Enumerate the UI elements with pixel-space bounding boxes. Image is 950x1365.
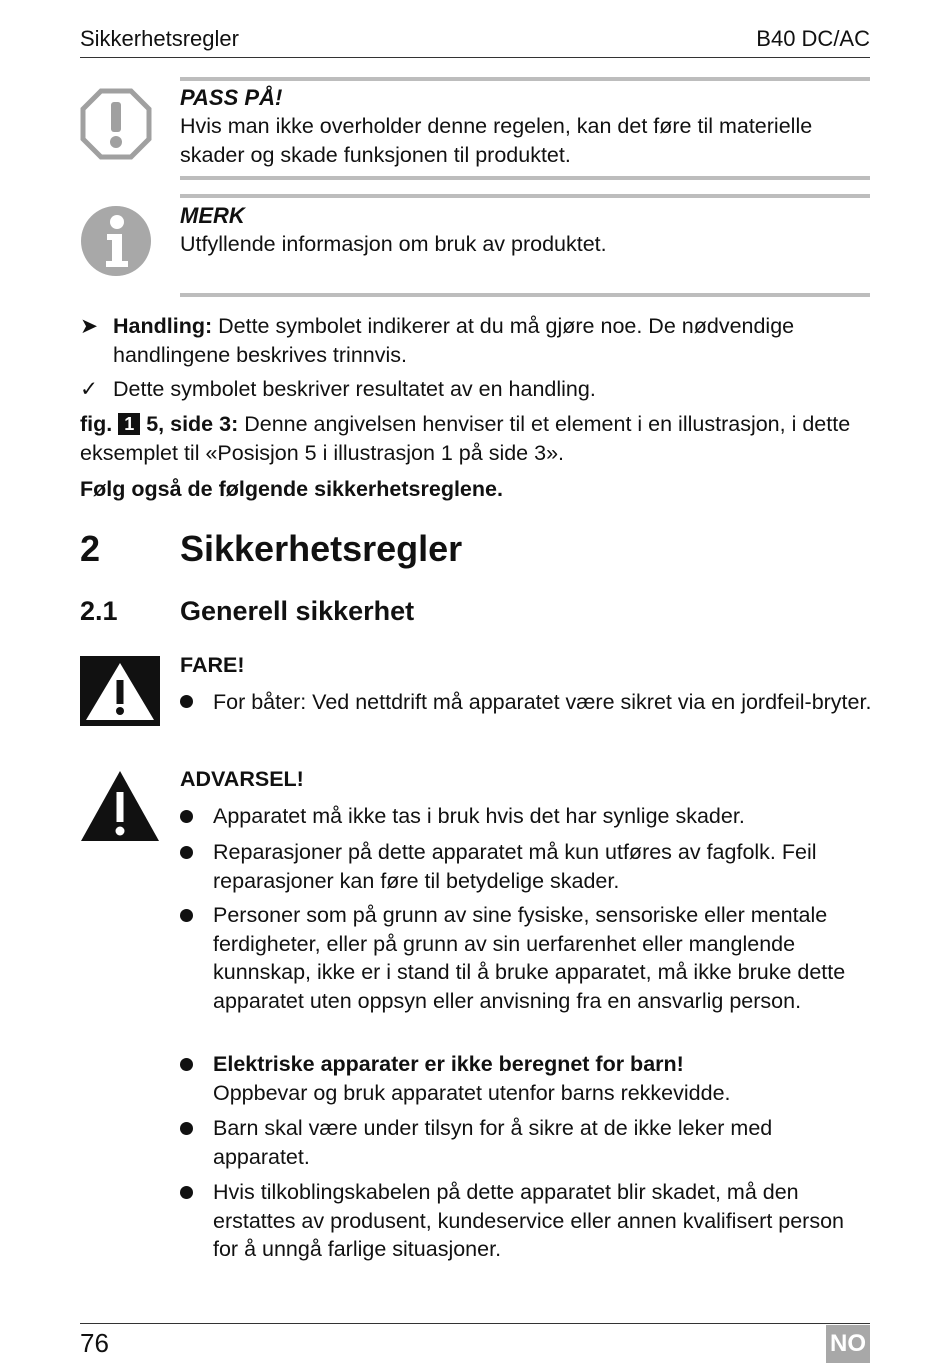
running-header-model: B40 DC/AC — [756, 26, 870, 51]
running-header-title: Sikkerhetsregler — [80, 26, 239, 51]
caution-note-title: PASS PÅ! — [180, 85, 283, 110]
bullet-icon — [180, 909, 193, 922]
bullet-icon — [180, 846, 193, 859]
action-arrow-icon: ➤ — [80, 314, 99, 338]
header-divider — [80, 57, 870, 58]
info-note-title: MERK — [180, 203, 245, 228]
info-note-text: Utfyllende informasjon om bruk av produktet. — [180, 232, 607, 256]
warning-triangle-icon — [80, 770, 160, 842]
danger-item: For båter: Ved nettdrift må apparatet være sikret via en jordfeil-bryter. — [213, 690, 872, 714]
warning-item-bold: Elektriske apparater er ikke beregnet for barn! — [213, 1052, 684, 1076]
caution-note-text: Hvis man ikke overholder denne regelen, kan det føre til materielle skader og skade funksjonen til produktet. — [180, 114, 813, 167]
subsection-title: Generell sikkerhet — [180, 596, 415, 626]
action-label: Handling: — [113, 314, 213, 338]
section-title: Sikkerhetsregler — [180, 528, 463, 569]
section-number: 2 — [80, 528, 101, 569]
note-divider — [180, 77, 870, 81]
result-description: Dette symbolet beskriver resultatet av en handling. — [113, 377, 596, 401]
language-badge: NO — [826, 1325, 870, 1363]
bullet-icon — [180, 1122, 193, 1135]
note-divider — [180, 293, 870, 297]
footer-divider — [80, 1323, 870, 1324]
page-number: 76 — [80, 1328, 109, 1358]
follow-instruction: Følg også de følgende sikkerhetsreglene. — [80, 477, 503, 501]
subsection-number: 2.1 — [80, 596, 118, 626]
warning-title: ADVARSEL! — [180, 767, 304, 791]
warning-item: Reparasjoner på dette apparatet må kun utføres av fagfolk. Feil reparasjoner kan føre til betydelige skader. — [213, 840, 817, 893]
caution-octagon-icon — [80, 88, 152, 160]
fig-suffix: 5, side 3: — [146, 412, 239, 436]
warning-item — [213, 1050, 873, 1107]
note-divider — [180, 176, 870, 180]
bullet-icon — [180, 695, 193, 708]
fig-text: Denne angivelsen henviser til et element i en illustrasjon, i dette eksemplet til «Posisjon 5 i illustrasjon 1 på side 3». — [80, 412, 851, 465]
note-divider — [180, 194, 870, 198]
checkmark-icon: ✓ — [80, 377, 99, 401]
fig-prefix: fig. — [80, 412, 113, 436]
warning-item: Personer som på grunn av sine fysiske, sensoriske eller mentale ferdigheter, eller på grunn av sin uerfarenhet eller manglende kunnskap, ikke er i stand til å bruke apparatet, må ikke bruke dette apparatet uten oppsyn eller anvisning fra en ansvarlig person. — [213, 903, 846, 1013]
danger-title: FARE! — [180, 653, 245, 677]
danger-warning-icon — [80, 656, 160, 726]
warning-item: Barn skal være under tilsyn for å sikre at de ikke leker med apparatet. — [213, 1116, 773, 1169]
fig-number-badge: 1 — [118, 413, 140, 435]
bullet-icon — [180, 1186, 193, 1199]
action-description — [113, 312, 873, 369]
warning-item: Hvis tilkoblingskabelen på dette apparatet blir skadet, må den erstattes av produsent, kundeservice eller annen kvalifisert person for å unngå farlige situasjoner. — [213, 1180, 845, 1261]
warning-item-text: Oppbevar og bruk apparatet utenfor barns rekkevidde. — [213, 1080, 731, 1105]
figure-reference-description — [80, 410, 875, 467]
bullet-icon — [180, 1058, 193, 1071]
warning-item: Apparatet må ikke tas i bruk hvis det har synlige skader. — [213, 804, 745, 828]
info-circle-icon — [80, 205, 152, 277]
action-text: Dette symbolet indikerer at du må gjøre noe. De nødvendige handlingene beskrives trinnvis. — [113, 314, 795, 367]
bullet-icon — [180, 810, 193, 823]
